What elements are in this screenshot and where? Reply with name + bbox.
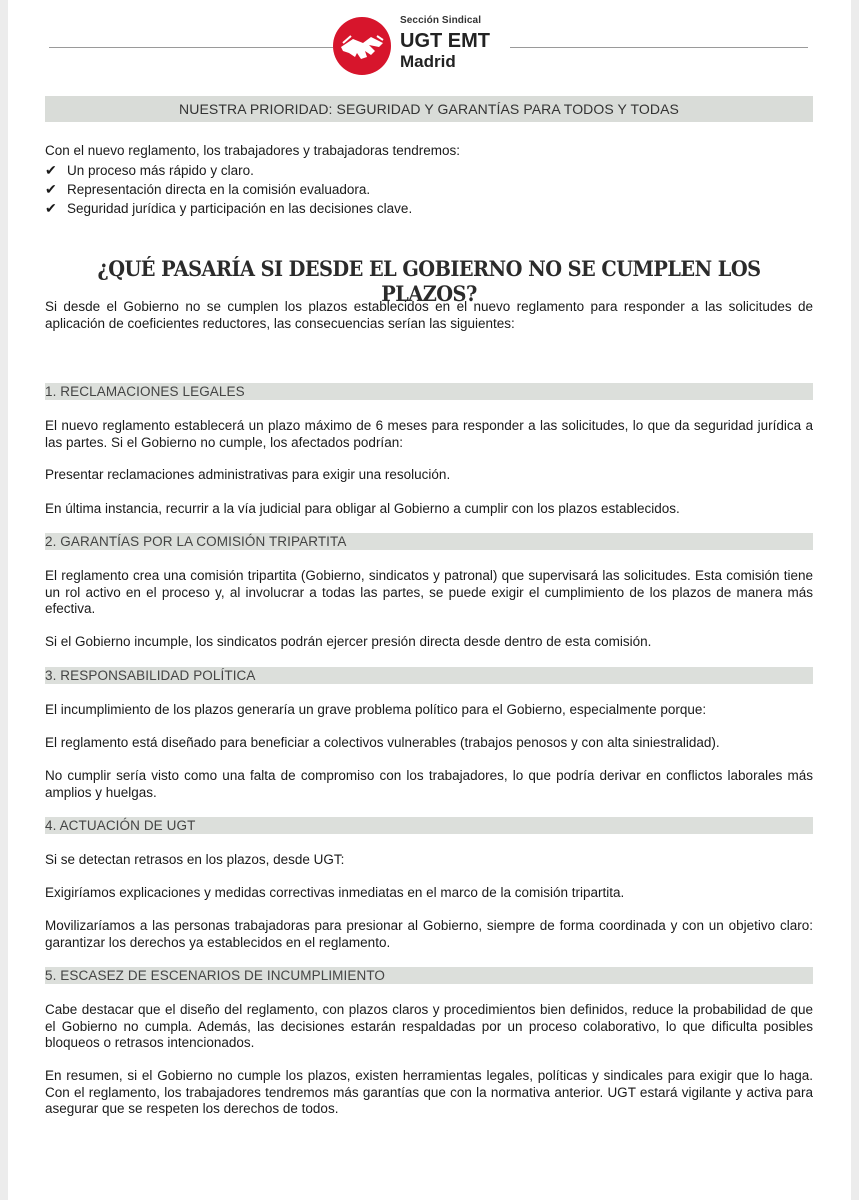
section-paragraph: No cumplir sería visto como una falta de compromiso con los trabajadores, lo que podría derivar en conflictos laborales más amplios y huelgas.	[45, 768, 813, 800]
check-list-item	[45, 200, 412, 218]
section-paragraph: El reglamento está diseñado para beneficiar a colectivos vulnerables (trabajos penosos y con alta siniestralidad).	[45, 735, 720, 750]
section-paragraph: Si se detectan retrasos en los plazos, desde UGT:	[45, 852, 345, 867]
section-heading: 4. ACTUACIÓN DE UGT	[45, 817, 813, 834]
section-paragraph: En última instancia, recurrir a la vía judicial para obligar al Gobierno a cumplir con los plazos establecidos.	[45, 501, 680, 516]
checkmark-icon: ✔	[45, 162, 57, 178]
page-title: ¿QUÉ PASARÍA SI DESDE EL GOBIERNO NO SE CUMPLEN LOS PLAZOS?	[97, 256, 761, 306]
check-item-text: Seguridad jurídica y participación en las decisiones clave.	[67, 201, 413, 216]
section-paragraph: El reglamento crea una comisión tripartita (Gobierno, sindicatos y patronal) que supervisará las solicitudes. Esta comisión tiene un rol activo en el proceso y, al involucrar a todas las partes, se puede exigir el cumplimiento de los plazos de manera más efectiva.	[45, 568, 813, 616]
priority-banner: NUESTRA PRIORIDAD: SEGURIDAD Y GARANTÍAS PARA TODOS Y TODAS	[45, 96, 813, 122]
check-list-item	[45, 162, 254, 180]
section-paragraph: Presentar reclamaciones administrativas para exigir una resolución.	[45, 467, 451, 482]
section-paragraph: Movilizaríamos a las personas trabajadoras para presionar al Gobierno, siempre de forma coordinada y con un objetivo claro: garantizar los derechos ya establecidos en el reglamento.	[45, 918, 813, 950]
document-header	[8, 0, 851, 90]
section-heading: 2. GARANTÍAS POR LA COMISIÓN TRIPARTITA	[45, 533, 813, 550]
checkmark-icon: ✔	[45, 200, 57, 216]
section-paragraph: En resumen, si el Gobierno no cumple los plazos, existen herramientas legales, políticas y sindicales para exigir que lo haga. Con el reglamento, los trabajadores tendremos más garantías que con la normativa anterior. UGT estará vigilante y activa para asegurar que se respeten los derechos de todos.	[45, 1068, 813, 1116]
check-item-text: Un proceso más rápido y claro.	[67, 163, 254, 178]
check-item-text: Representación directa en la comisión evaluadora.	[67, 182, 371, 197]
section-paragraph: Exigiríamos explicaciones y medidas correctivas inmediatas en el marco de la comisión tripartita.	[45, 885, 625, 900]
header-rule-left	[49, 47, 333, 48]
section-heading: 5. ESCASEZ DE ESCENARIOS DE INCUMPLIMIENTO	[45, 967, 813, 984]
section-paragraph: Si el Gobierno incumple, los sindicatos podrán ejercer presión directa desde dentro de esta comisión.	[45, 634, 652, 649]
logo-section-label: Sección Sindical	[400, 15, 482, 26]
logo-city: Madrid	[400, 52, 456, 71]
section-heading: 1. RECLAMACIONES LEGALES	[45, 383, 813, 400]
section-paragraph: El nuevo reglamento establecerá un plazo máximo de 6 meses para responder a las solicitudes, lo que da seguridad jurídica a las partes. Si el Gobierno no cumple, los afectados podrían:	[45, 418, 813, 450]
document-page	[8, 0, 851, 1200]
check-list-item	[45, 181, 370, 199]
logo-union-name: UGT EMT	[400, 30, 490, 52]
section-paragraph: Cabe destacar que el diseño del reglamento, con plazos claros y procedimientos bien definidos, reduce la probabilidad de que el Gobierno no cumpla. Además, las decisiones estarán respaldadas por un proceso colaborativo, lo que dificulta posibles bloqueos o retrasos intencionados.	[45, 1002, 813, 1050]
title-intro-paragraph: Si desde el Gobierno no se cumplen los plazos establecidos en el nuevo reglamento para responder a las solicitudes de aplicación de coeficientes reductores, las consecuencias serían las siguientes:	[45, 299, 813, 331]
checkmark-icon: ✔	[45, 181, 57, 197]
header-rule-right	[510, 47, 808, 48]
section-paragraph: El incumplimiento de los plazos generaría un grave problema político para el Gobierno, especialmente porque:	[45, 702, 707, 717]
union-logo-text	[400, 16, 490, 70]
section-heading: 3. RESPONSABILIDAD POLÍTICA	[45, 667, 813, 684]
ugt-handshake-logo-icon	[333, 17, 391, 75]
intro-lead: Con el nuevo reglamento, los trabajadores y trabajadoras tendremos:	[45, 143, 460, 158]
